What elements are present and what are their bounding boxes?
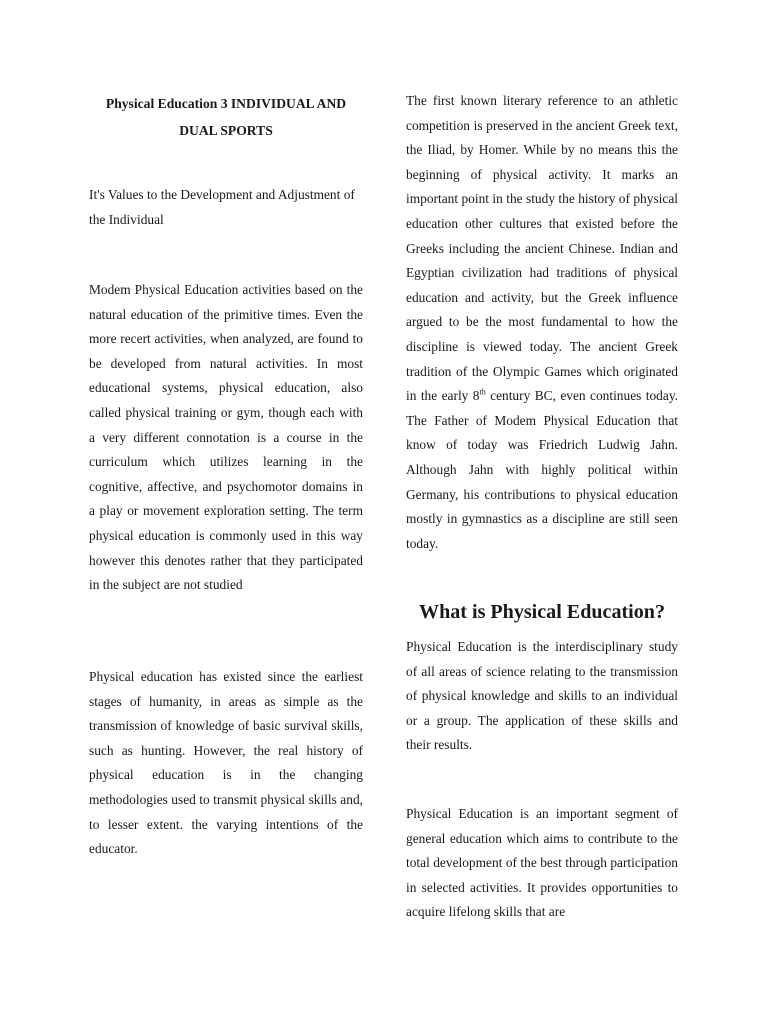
subtitle: It's Values to the Development and Adjustment of the Individual [89,187,355,227]
right-paragraph-1-text-a: The first known literary reference to an athletic competition is preserved in the ancient Greek text, the Iliad, by Homer. While by no means this the beginning of physical activity. It marks an important point in the study the history of physical education other cultures that existed before the Greeks including the ancient Chinese. Indian and Egyptian civilization had traditions of physical education and activity, but the Greek influence argued to be the most fundamental to how the discipline is viewed today. The ancient Greek tradition of the Olympic Games which originated in the early 8 [406,93,678,404]
left-paragraph-2: Physical education has existed since the earliest stages of humanity, in areas as simple as the transmission of knowledge of basic survival skills, such as hunting. However, the real history of physical education is in the changing methodologies used to transmit physical skills and, to lesser extent. the varying intentions of the educator. [89,669,363,857]
right-paragraph-3: Physical Education is an important segment of general education which aims to contribute to the total development of the best through participation in selected activities. It provides opportunities to acquire lifelong skills that are [406,806,678,920]
document-title: Physical Education 3 INDIVIDUAL AND DUAL SPORTS [105,96,347,138]
right-paragraph-1 [406,89,678,556]
right-paragraph-1-text-b: century BC, even continues today. The Father of Modem Physical Education that know of today was Friedrich Ludwig Jahn. Although Jahn with highly political within Germany, his contributions to physical education mostly in gymnastics as a discipline are still seen today. [406,388,678,551]
left-paragraph-1: Modem Physical Education activities based on the natural education of the primitive times. Even the more recert activities, when analyzed, are found to be developed from natural activities. In most educational systems, physical education, also called physical training or gym, though each with a very different connotation is a course in the curriculum which utilizes learning in the cognitive, affective, and psychomotor domains in a play or movement exploration setting. The term physical education is commonly used in this way however this denotes rather that they participated in the subject are not studied [89,282,363,593]
ordinal-superscript: th [479,387,486,397]
right-paragraph-2: Physical Education is the interdisciplinary study of all areas of science relating to the transmission of physical knowledge and skills to an individual or a group. The application of these skills and their results. [406,639,678,753]
section-heading: What is Physical Education? [419,601,665,623]
